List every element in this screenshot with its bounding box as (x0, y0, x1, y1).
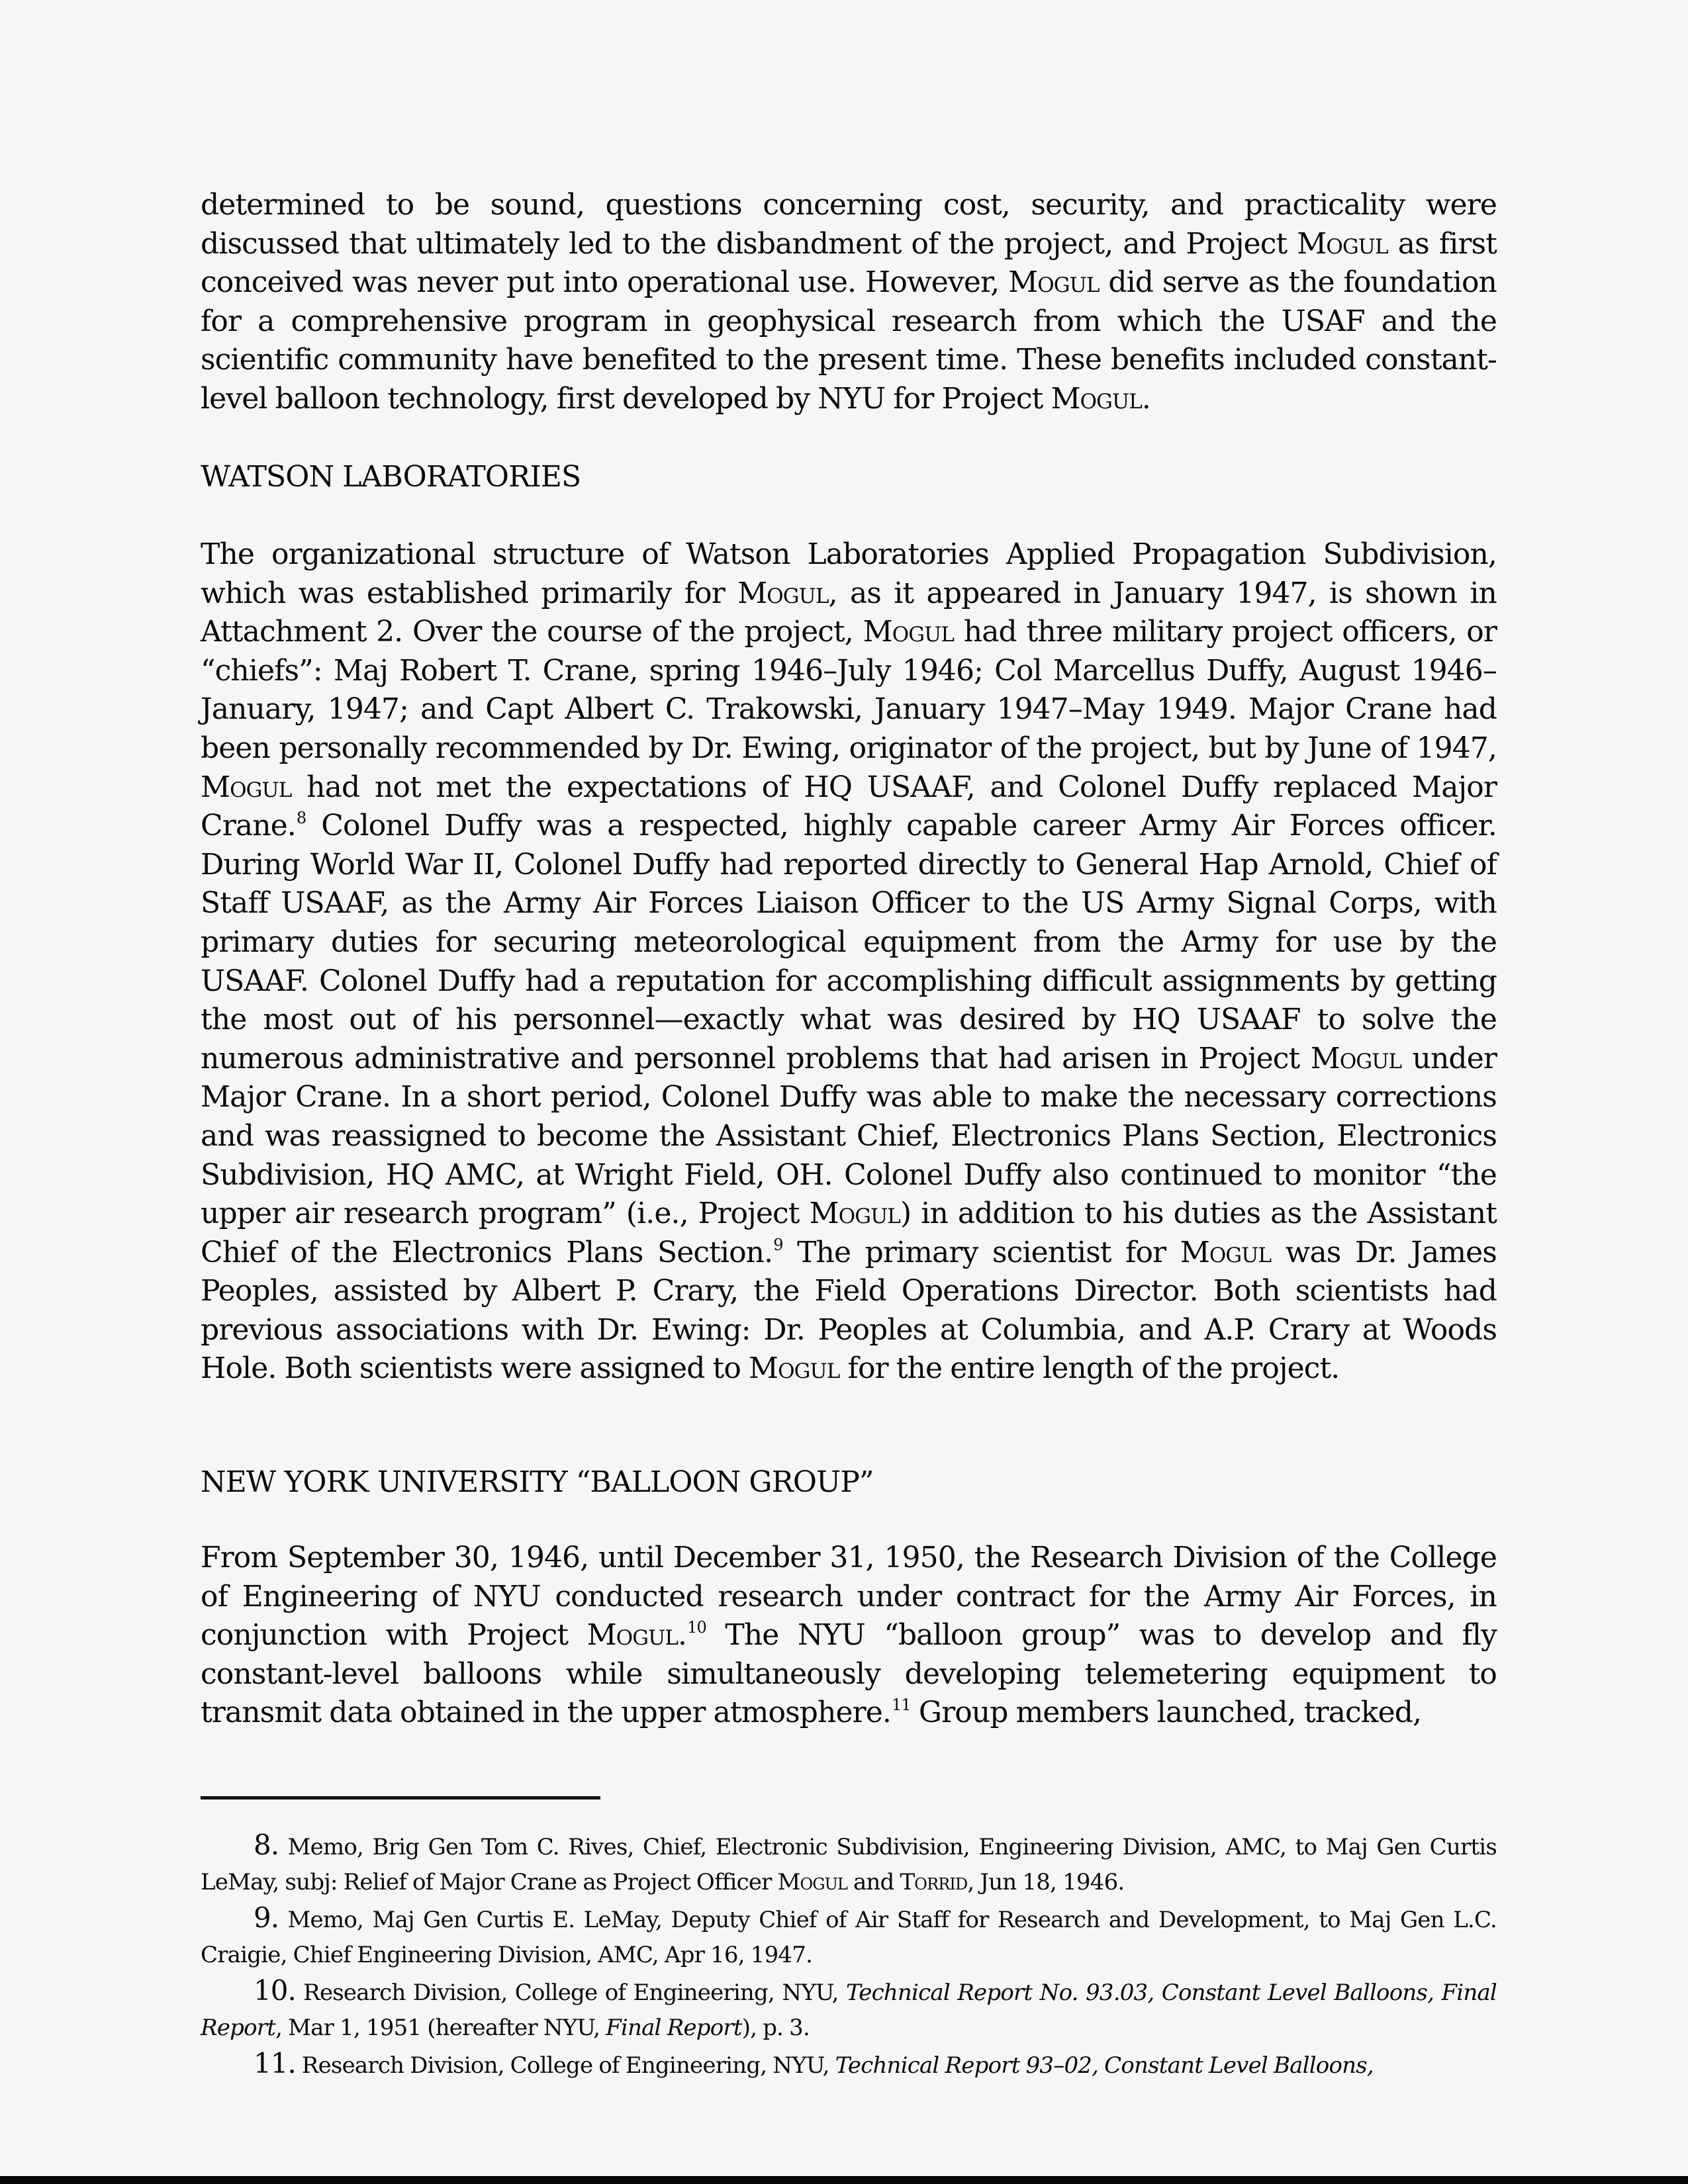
footnote-number: 8. (254, 1829, 279, 1861)
scanner-border (0, 2176, 1688, 2184)
paragraph-intro-continued: determined to be sound, questions concerning cost, security, and practicality were discussed that ultimately led to the disbandment of the project, and Project Mogul as first conceived was never put into operational use. However, Mogul did serve as the foundation for a comprehensive program in geophysical research from which the USAF and the scientific community have benefited to the present time. These benefits included constant-level balloon technology, first developed by NYU for Project Mogul. (201, 188, 1497, 416)
project-name-small-caps: Mogul (1297, 226, 1388, 261)
section-heading-nyu-balloon-group: NEW YORK UNIVERSITY “BALLOON GROUP” (201, 1465, 874, 1499)
project-name-small-caps: Mogul (737, 576, 829, 610)
footnote-text: Memo, Brig Gen Tom C. Rives, Chief, Electronic Subdivision, Engineering Division, AMC, to Maj Gen Curtis LeMay, subj: Relief of Major Crane as Project Officer Mogul and Torrid, Jun 18, 1946. (201, 1834, 1497, 1895)
footnote-reference[interactable]: 9 (773, 1235, 783, 1254)
footnote-number: 10. (254, 1974, 296, 2007)
italic-title: Technical Report No. 93.03, Constant Level Balloons, Final Report (201, 1979, 1497, 2041)
italic-title: Final Report (606, 2015, 742, 2041)
footnote-reference[interactable]: 11 (891, 1696, 911, 1715)
project-name-small-caps: Mogul (749, 1351, 840, 1386)
footnote-text: Research Division, College of Engineering, NYU, Technical Report No. 93.03, Constant Level Balloons, Final Report, Mar 1, 1951 (hereafter NYU, Final Report), p. 3. (201, 1979, 1497, 2041)
project-name-small-caps: Mogul (1310, 1041, 1402, 1075)
project-name-small-caps: Mogul (1180, 1235, 1272, 1269)
footnote-text: Research Division, College of Engineering, NYU, Technical Report 93–02, Constant Level Balloons, (295, 2052, 1374, 2079)
footnote-number: 9. (254, 1901, 279, 1934)
project-name-small-caps: Torrid (900, 1869, 968, 1895)
footnote-text: Memo, Maj Gen Curtis E. LeMay, Deputy Chief of Air Staff for Research and Development, to Maj Gen L.C. Craigie, Chief Engineering Division, AMC, Apr 16, 1947. (201, 1907, 1497, 1968)
footnote-number: 11. (254, 2047, 296, 2079)
footnote-reference[interactable]: 8 (296, 809, 306, 828)
footnote-separator-rule (201, 1796, 600, 1799)
paragraph-watson-laboratories: The organizational structure of Watson Laboratories Applied Propagation Subdivision, which was established primarily for Mogul, as it appeared in January 1947, is shown in Attachment 2. Over the course of the project, Mogul had three military project officers, or “chiefs”: Maj Robert T. Crane, spring 1946–July 1946; Col Marcellus Duffy, August 1946–January, 1947; and Capt Albert C. Trakowski, January 1947–May 1949. Major Crane had been personally recommended by Dr. Ewing, originator of the project, but by June of 1947, Mogul had not met the expectations of HQ USAAF, and Colonel Duffy replaced Major Crane.$^8$ Colonel Duffy was a respected, highly capable career Army Air Forces officer. During World War II, Colonel Duffy had reported directly to General Hap Arnold, Chief of Staff USAAF, as the Army Air Forces Liaison Officer to the US Army Signal Corps, with primary duties for securing meteorological equipment from the Army for use by the USAAF. Colonel Duffy had a reputation for accomplishing difficult assignments by getting the most out of his personnel—exactly what was desired by HQ USAAF to solve the numerous administrative and personnel problems that had arisen in Project Mogul under Major Crane. In a short period, Colonel Duffy was able to make the necessary corrections and was reassigned to become the Assistant Chief, Electronics Plans Section, Electronics Subdivision, HQ AMC, at Wright Field, OH. Colonel Duffy also continued to monitor “the upper air research program” (i.e., Project Mogul) in addition to his duties as the Assistant Chief of the Electronics Plans Section.$^9$ The primary scientist for Mogul was Dr. James Peoples, assisted by Albert P. Crary, the Field Operations Director. Both scientists had previous associations with Dr. Ewing: Dr. Peoples at Columbia, and A.P. Crary at Woods Hole. Both scientists were assigned to Mogul for the entire length of the project. (201, 537, 1497, 1386)
paragraph-nyu-balloon-group: From September 30, 1946, until December 31, 1950, the Research Division of the College of Engineering of NYU conducted research under contract for the Army Air Forces, in conjunction with Project Mogul.$^{10}$ The NYU “balloon group” was to develop and fly constant-level balloons while simultaneously developing telemetering equipment to transmit data obtained in the upper atmosphere.$^{11}$ Group members launched, tracked, (201, 1541, 1497, 1730)
project-name-small-caps: Mogul (863, 615, 955, 649)
footnote-reference[interactable]: 10 (687, 1618, 706, 1637)
footnotes-section (201, 1827, 1497, 2083)
project-name-small-caps: Mogul (1051, 381, 1142, 416)
footnote-8 (201, 1827, 1497, 1900)
footnote-9 (201, 1900, 1497, 1973)
footnote-10 (201, 1973, 1497, 2046)
project-name-small-caps: Mogul (586, 1618, 679, 1653)
project-name-small-caps: Mogul (777, 1869, 847, 1895)
section-heading-watson-laboratories: WATSON LABORATORIES (201, 460, 581, 494)
project-name-small-caps: Mogul (1008, 265, 1100, 300)
project-name-small-caps: Mogul (201, 770, 292, 804)
project-name-small-caps: Mogul (809, 1197, 900, 1231)
italic-title: Technical Report 93–02, Constant Level Balloons, (835, 2052, 1374, 2079)
footnote-11 (201, 2046, 1497, 2083)
